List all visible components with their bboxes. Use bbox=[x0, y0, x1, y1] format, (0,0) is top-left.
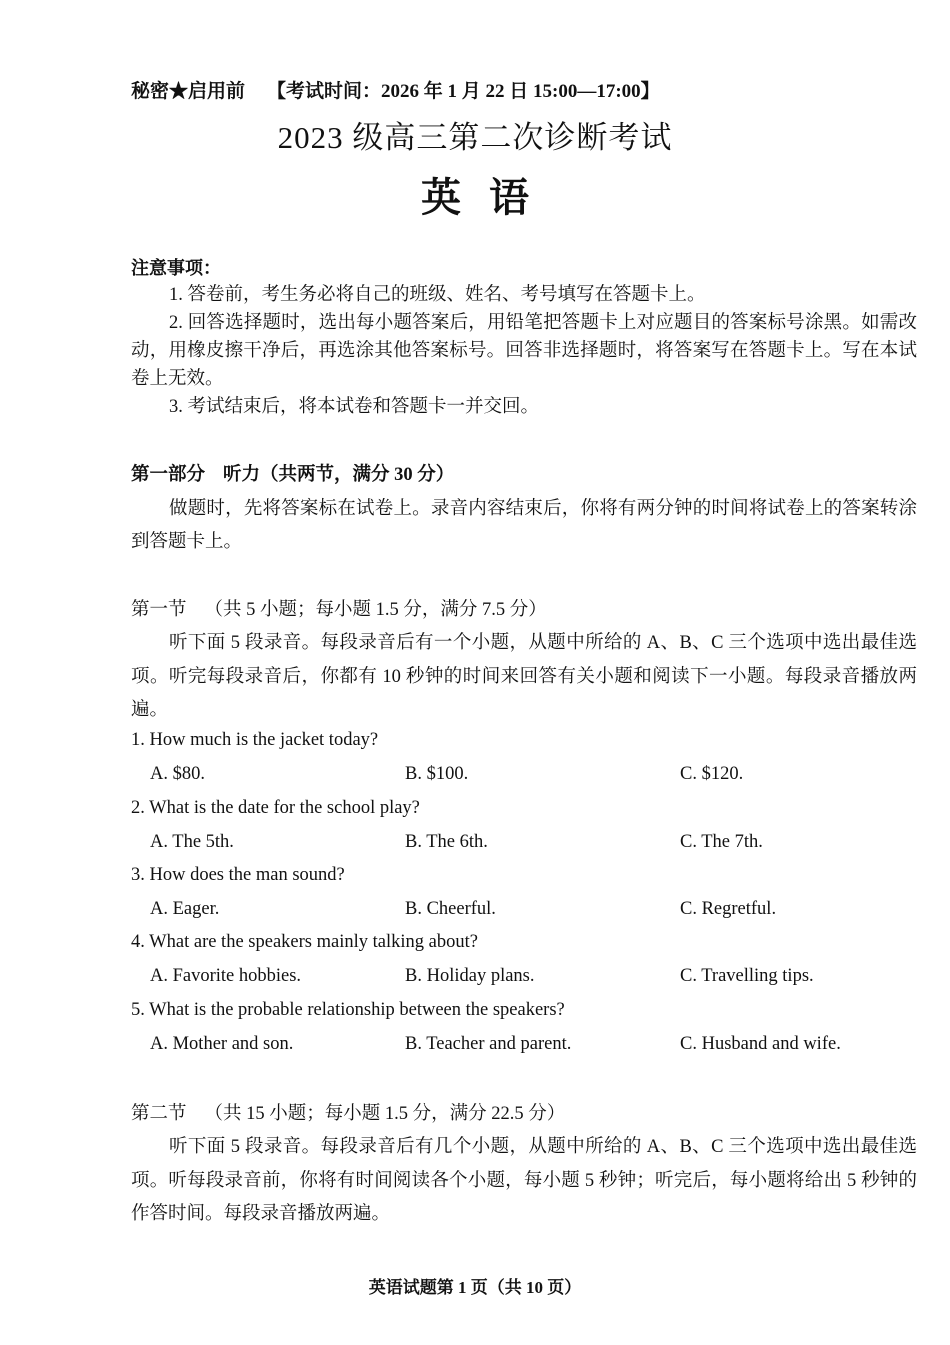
question-3: 3. How does the man sound? bbox=[131, 865, 345, 885]
q4-option-a: A. Favorite hobbies. bbox=[150, 966, 302, 986]
part1-title: 听力（共两节，满分 30 分） bbox=[223, 465, 455, 485]
section1-label: 第一节 bbox=[131, 600, 187, 620]
q1-option-c: C. $120. bbox=[680, 764, 744, 784]
q2-option-a: A. The 5th. bbox=[150, 832, 234, 852]
part1-label: 第一部分 bbox=[131, 465, 206, 485]
part1-instruction: 做题时，先将答案标在试卷上。录音内容结束后，你将有两分钟的时间将试卷上的答案转涂到答题卡上。 bbox=[131, 499, 917, 552]
section1-info: （共 5 小题；每小题 1.5 分，满分 7.5 分） bbox=[204, 600, 547, 620]
section2-instruction: 听下面 5 段录音。每段录音后有几个小题，从题中所给的 A、B、C 三个选项中选出最佳选项。听每段录音前，你将有时间阅读各个小题，每小题 5 秒钟；听完后，每小题将给出 5 秒钟的作答时间。每段录音播放两遍。 bbox=[131, 1137, 917, 1224]
subject-title: 英语 bbox=[421, 175, 557, 220]
section2-label: 第二节 bbox=[131, 1104, 187, 1124]
q5-option-b: B. Teacher and parent. bbox=[405, 1034, 572, 1054]
q5-option-c: C. Husband and wife. bbox=[680, 1034, 841, 1054]
part1-heading bbox=[131, 460, 454, 486]
section1-heading bbox=[131, 595, 547, 621]
secret-label: 秘密★启用前 bbox=[131, 81, 246, 102]
section2-info: （共 15 小题；每小题 1.5 分，满分 22.5 分） bbox=[204, 1104, 566, 1124]
q5-option-a: A. Mother and son. bbox=[150, 1034, 294, 1054]
q2-option-b: B. The 6th. bbox=[405, 832, 488, 852]
q3-option-a: A. Eager. bbox=[150, 899, 220, 919]
notice-item-1: 1. 答卷前，考生务必将自己的班级、姓名、考号填写在答题卡上。 bbox=[169, 285, 706, 305]
header-line bbox=[131, 76, 660, 103]
notice-heading: 注意事项： bbox=[131, 258, 221, 278]
question-1: 1. How much is the jacket today? bbox=[131, 730, 379, 750]
q1-option-a: A. $80. bbox=[150, 764, 205, 784]
page-footer: 英语试题第 1 页（共 10 页） bbox=[368, 1278, 582, 1297]
section2-heading bbox=[131, 1099, 565, 1125]
question-4: 4. What are the speakers mainly talking about? bbox=[131, 932, 478, 952]
q4-option-b: B. Holiday plans. bbox=[405, 966, 535, 986]
q3-option-b: B. Cheerful. bbox=[405, 899, 496, 919]
section1-instruction: 听下面 5 段录音。每段录音后有一个小题，从题中所给的 A、B、C 三个选项中选出最佳选项。听完每段录音后，你都有 10 秒钟的时间来回答有关小题和阅读下一小题。每段录音播放两遍。 bbox=[131, 633, 917, 720]
q2-option-c: C. The 7th. bbox=[680, 832, 763, 852]
question-2: 2. What is the date for the school play? bbox=[131, 798, 420, 818]
exam-title: 2023 级高三第二次诊断考试 bbox=[277, 120, 673, 155]
question-5: 5. What is the probable relationship between the speakers? bbox=[131, 1000, 565, 1020]
notice-item-3: 3. 考试结束后，将本试卷和答题卡一并交回。 bbox=[169, 397, 540, 417]
notice-item-2: 2. 回答选择题时，选出每小题答案后，用铅笔把答题卡上对应题目的答案标号涂黑。如需改动，用橡皮擦干净后，再选涂其他答案标号。回答非选择题时，将答案写在答题卡上。写在本试卷上无效。 bbox=[131, 313, 917, 389]
q3-option-c: C. Regretful. bbox=[680, 899, 777, 919]
exam-time: 【考试时间：2026 年 1 月 22 日 15:00—17:00】 bbox=[267, 81, 660, 102]
q4-option-c: C. Travelling tips. bbox=[680, 966, 814, 986]
q1-option-b: B. $100. bbox=[405, 764, 469, 784]
